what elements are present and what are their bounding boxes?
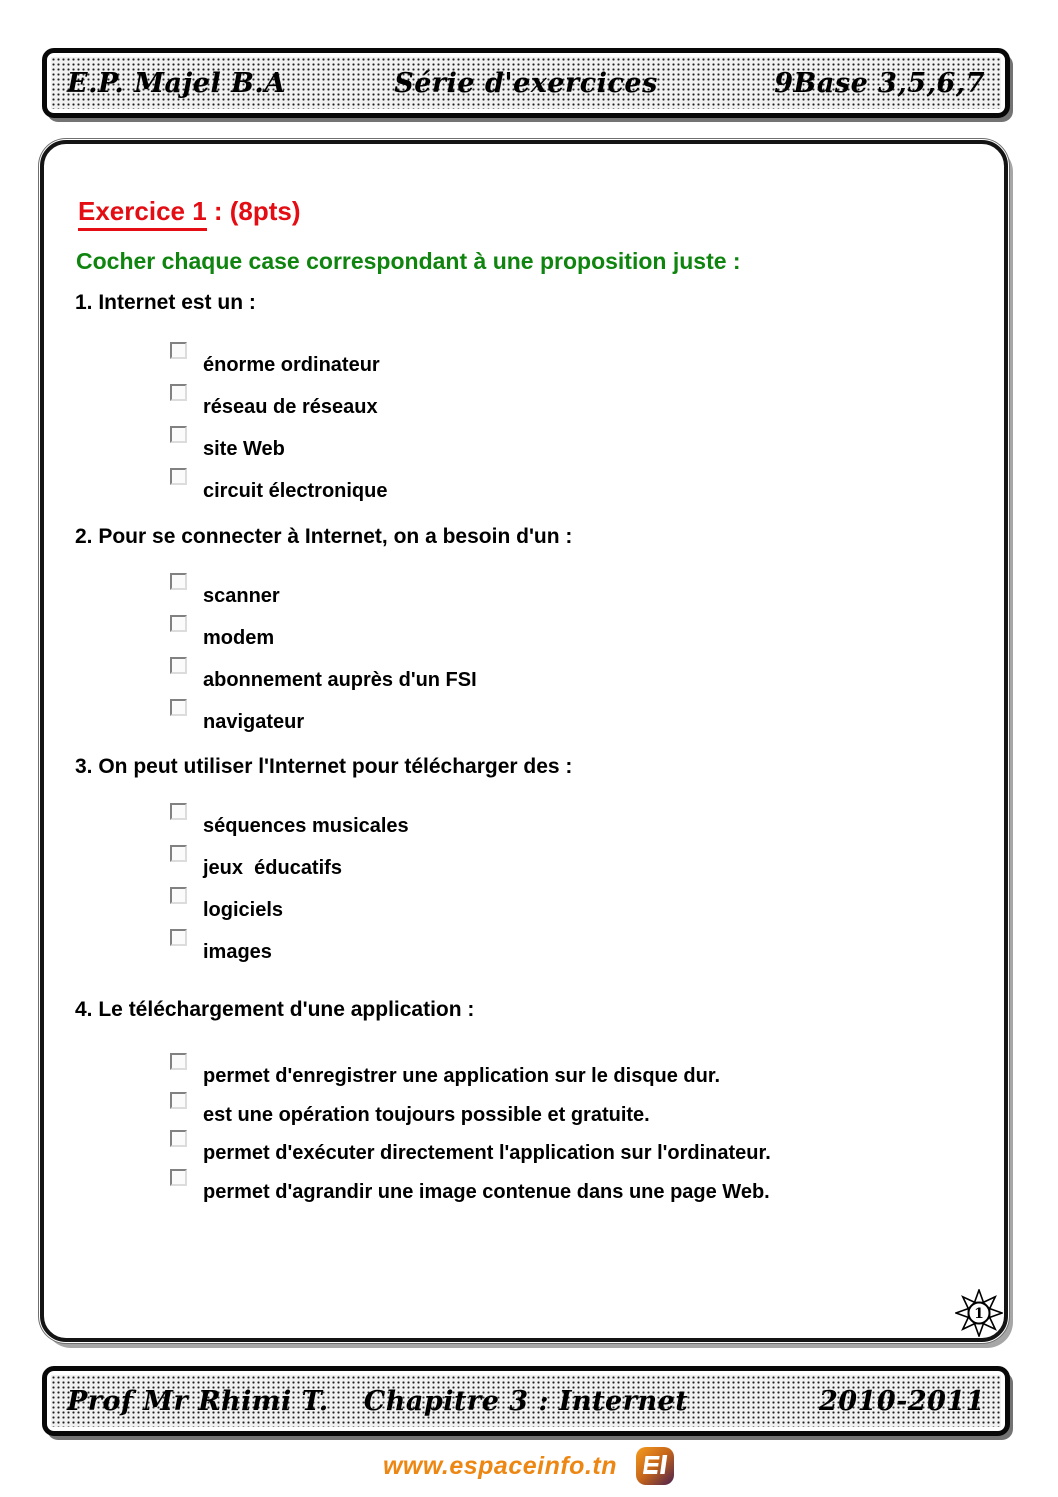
option-label: jeux éducatifs <box>203 857 342 879</box>
option-row <box>170 699 477 741</box>
exercise-instruction: Cocher chaque case correspondant à une proposition juste : <box>76 248 741 274</box>
option-checkbox[interactable] <box>170 929 187 946</box>
option-label: images <box>203 941 272 963</box>
option-checkbox[interactable] <box>170 1092 187 1109</box>
option-label: permet d'exécuter directement l'application sur l'ordinateur. <box>203 1142 771 1165</box>
sun-page-marker-icon <box>955 1289 1003 1337</box>
exercise-number: Exercice 1 <box>78 196 207 231</box>
question-1-label: 1. Internet est un : <box>75 291 256 314</box>
page-number: 1 <box>974 1306 984 1322</box>
page-header-bar <box>42 48 1010 118</box>
option-checkbox[interactable] <box>170 426 187 443</box>
option-label: navigateur <box>203 711 305 733</box>
page-footer-inner <box>51 1375 1001 1427</box>
option-checkbox[interactable] <box>170 845 187 862</box>
option-checkbox[interactable] <box>170 342 187 359</box>
option-row <box>170 468 388 510</box>
footer-teacher-name: Prof Mr Rhimi T. <box>67 1385 329 1417</box>
option-label: abonnement auprès d'un FSI <box>203 669 477 691</box>
option-row <box>170 1092 771 1131</box>
option-checkbox[interactable] <box>170 657 187 674</box>
option-row <box>170 384 388 426</box>
option-row <box>170 887 409 929</box>
question-2-options <box>170 573 477 741</box>
option-row <box>170 929 409 971</box>
header-class-levels: 9Base 3,5,6,7 <box>774 67 985 99</box>
exercise-sheet <box>40 140 1008 1342</box>
option-label: permet d'agrandir une image contenue dans une page Web. <box>203 1180 770 1203</box>
option-label: site Web <box>203 438 285 460</box>
option-checkbox[interactable] <box>170 573 187 590</box>
page-header-inner <box>51 57 1001 109</box>
option-checkbox[interactable] <box>170 1130 187 1147</box>
option-row <box>170 1053 771 1092</box>
question-1-options <box>170 342 388 510</box>
option-label: est une opération toujours possible et gratuite. <box>203 1103 650 1126</box>
option-checkbox[interactable] <box>170 384 187 401</box>
option-row <box>170 342 388 384</box>
footer-chapter-title: Chapitre 3 : Internet <box>363 1385 689 1417</box>
option-label: séquences musicales <box>203 815 409 837</box>
option-checkbox[interactable] <box>170 1169 187 1186</box>
option-label: modem <box>203 627 275 649</box>
option-row <box>170 1130 771 1169</box>
website-strip <box>0 1446 1058 1486</box>
question-4-label: 4. Le téléchargement d'une application : <box>75 998 475 1021</box>
website-url: www.espaceinfo.tn <box>382 1451 617 1480</box>
option-checkbox[interactable] <box>170 1053 187 1070</box>
option-checkbox[interactable] <box>170 468 187 485</box>
exercise-points: : (8pts) <box>206 196 301 226</box>
option-label: logiciels <box>203 899 284 921</box>
page-footer-bar <box>42 1366 1010 1436</box>
option-row <box>170 573 477 615</box>
header-series-title: Série d'exercices <box>394 67 658 99</box>
option-label: réseau de réseaux <box>203 396 378 418</box>
option-row <box>170 1169 771 1208</box>
exercise-title <box>78 196 301 227</box>
option-checkbox[interactable] <box>170 699 187 716</box>
question-3-label: 3. On peut utiliser l'Internet pour télécharger des : <box>75 755 573 778</box>
option-row <box>170 615 477 657</box>
question-2-label: 2. Pour se connecter à Internet, on a besoin d'un : <box>75 525 573 548</box>
option-row <box>170 803 409 845</box>
option-label: permet d'enregistrer une application sur le disque dur. <box>203 1065 721 1087</box>
header-school-name: E.P. Majel B.A <box>67 67 286 99</box>
option-checkbox[interactable] <box>170 615 187 632</box>
option-checkbox[interactable] <box>170 803 187 820</box>
question-4-options <box>170 1053 771 1207</box>
option-label: scanner <box>203 585 280 607</box>
question-3-options <box>170 803 409 971</box>
option-checkbox[interactable] <box>170 887 187 904</box>
espaceinfo-logo-icon <box>635 1446 675 1486</box>
option-row <box>170 845 409 887</box>
footer-school-year: 2010-2011 <box>819 1385 985 1417</box>
option-row <box>170 657 477 699</box>
option-row <box>170 426 388 468</box>
option-label: circuit électronique <box>203 480 388 502</box>
option-label: énorme ordinateur <box>203 354 380 376</box>
